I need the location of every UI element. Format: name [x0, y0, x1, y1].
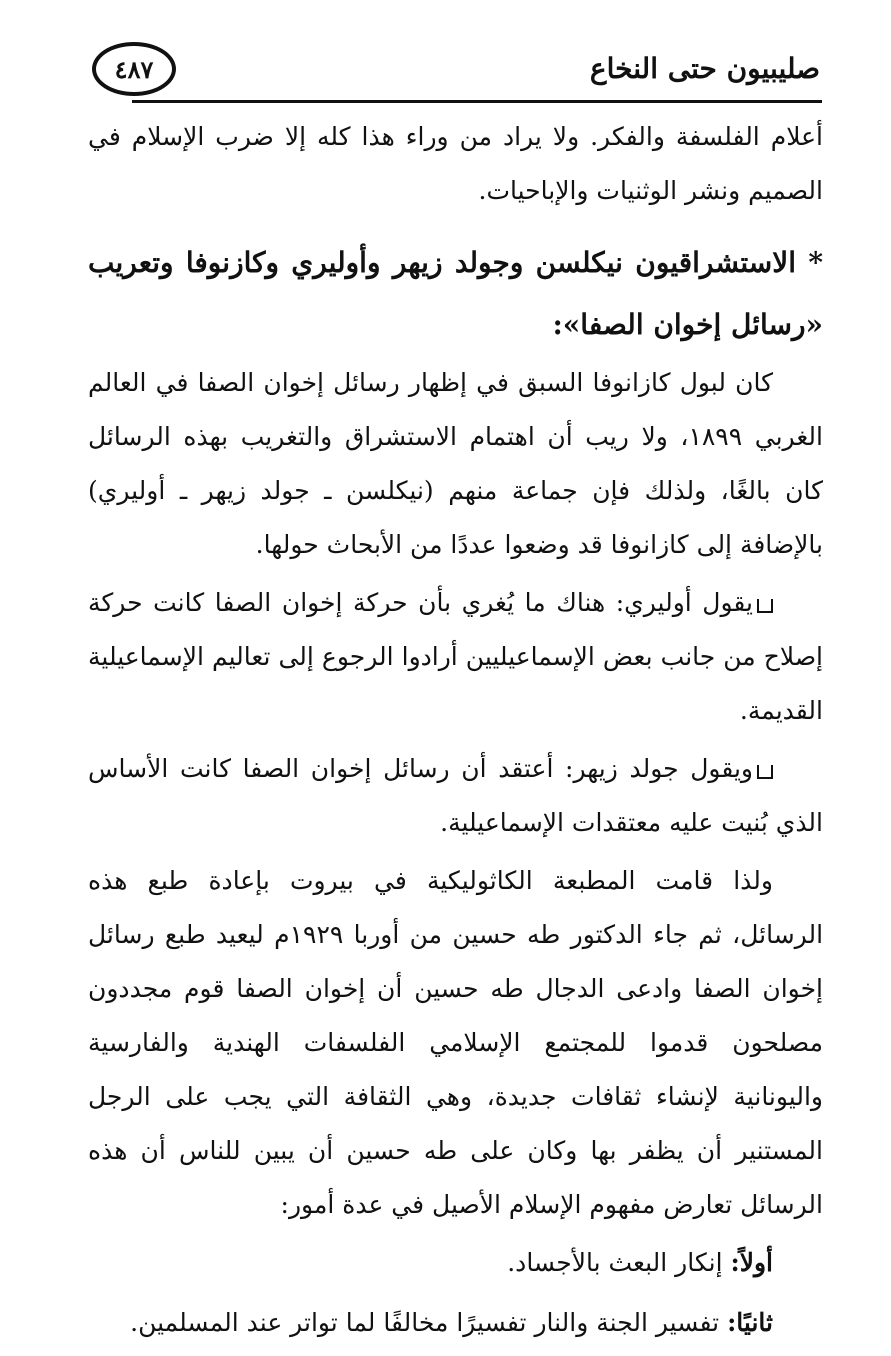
- paragraph-taha-hussein: ولذا قامت المطبعة الكاثوليكية في بيروت بإعادة طبع هذه الرسائل، ثم جاء الدكتور طه حسين من أوربا ١٩٢٩م ليعيد طبع رسائل إخوان الصفا وادعى الدجال طه حسين أن إخوان الصفا قوم مجددون مصلحون قدموا للمجتمع الإسلامي الفلسفات الهندية والفارسية واليونانية لإنشاء ثقافات جديدة، وهي الثقافة التي يجب على الرجل المستنير أن يظفر بها وكان على طه حسين أن يبين للناس أن هذه الرسائل تعارض مفهوم الإسلام الأصيل في عدة أمور:: [88, 866, 824, 1219]
- page-number-badge: [92, 42, 176, 96]
- quote-goldziher: [88, 742, 823, 850]
- paragraph-continuation: أعلام الفلسفة والفكر. ولا يراد من وراء هذا كله إلا ضرب الإسلام في الصميم ونشر الوثنيات والإباحيات.: [88, 122, 823, 205]
- list-item-first: [88, 1236, 823, 1290]
- quote-marker-icon: [757, 599, 773, 613]
- list-marker-first: أولاً:: [730, 1248, 773, 1277]
- quote-oleary: [88, 576, 823, 738]
- running-header: [92, 42, 822, 104]
- header-rule: [132, 100, 822, 103]
- quote-oleary-text: يقول أوليري: هناك ما يُغري بأن حركة إخوان الصفا كانت حركة إصلاح من جانب بعض الإسماعيليين أرادوا الرجوع إلى تعاليم الإسماعيلية القديمة.: [88, 588, 823, 725]
- paragraph-casanova: كان لبول كازانوفا السبق في إظهار رسائل إخوان الصفا في العالم الغربي ١٨٩٩، ولا ريب أن اهتمام الاستشراق والتغريب بهذه الرسائل كان بالغًا، ولذلك فإن جماعة منهم (نيكلسن ـ جولد زيهر ـ أوليري) بالإضافة إلى كازانوفا قد وضعوا عددًا من الأبحاث حولها.: [88, 368, 823, 559]
- page-number: ٤٨٧: [114, 54, 154, 84]
- page-body: [88, 110, 823, 1356]
- list-text-second: تفسير الجنة والنار تفسيرًا مخالفًا لما تواتر عند المسلمين.: [130, 1308, 728, 1337]
- quote-marker-icon: [757, 765, 773, 779]
- list-item-second: [88, 1296, 823, 1350]
- quote-goldziher-text: ويقول جولد زيهر: أعتقد أن رسائل إخوان الصفا كانت الأساس الذي بُنيت عليه معتقدات الإسماعيلية.: [88, 754, 823, 837]
- list-marker-second: ثانيًا:: [727, 1308, 773, 1337]
- section-heading: * الاستشراقيون نيكلسن وجولد زيهر وأوليري وكازنوفا وتعريب «رسائل إخوان الصفا»:: [88, 246, 823, 341]
- book-title: صليبيون حتى النخاع: [589, 52, 820, 85]
- list-text-first: إنكار البعث بالأجساد.: [507, 1248, 731, 1277]
